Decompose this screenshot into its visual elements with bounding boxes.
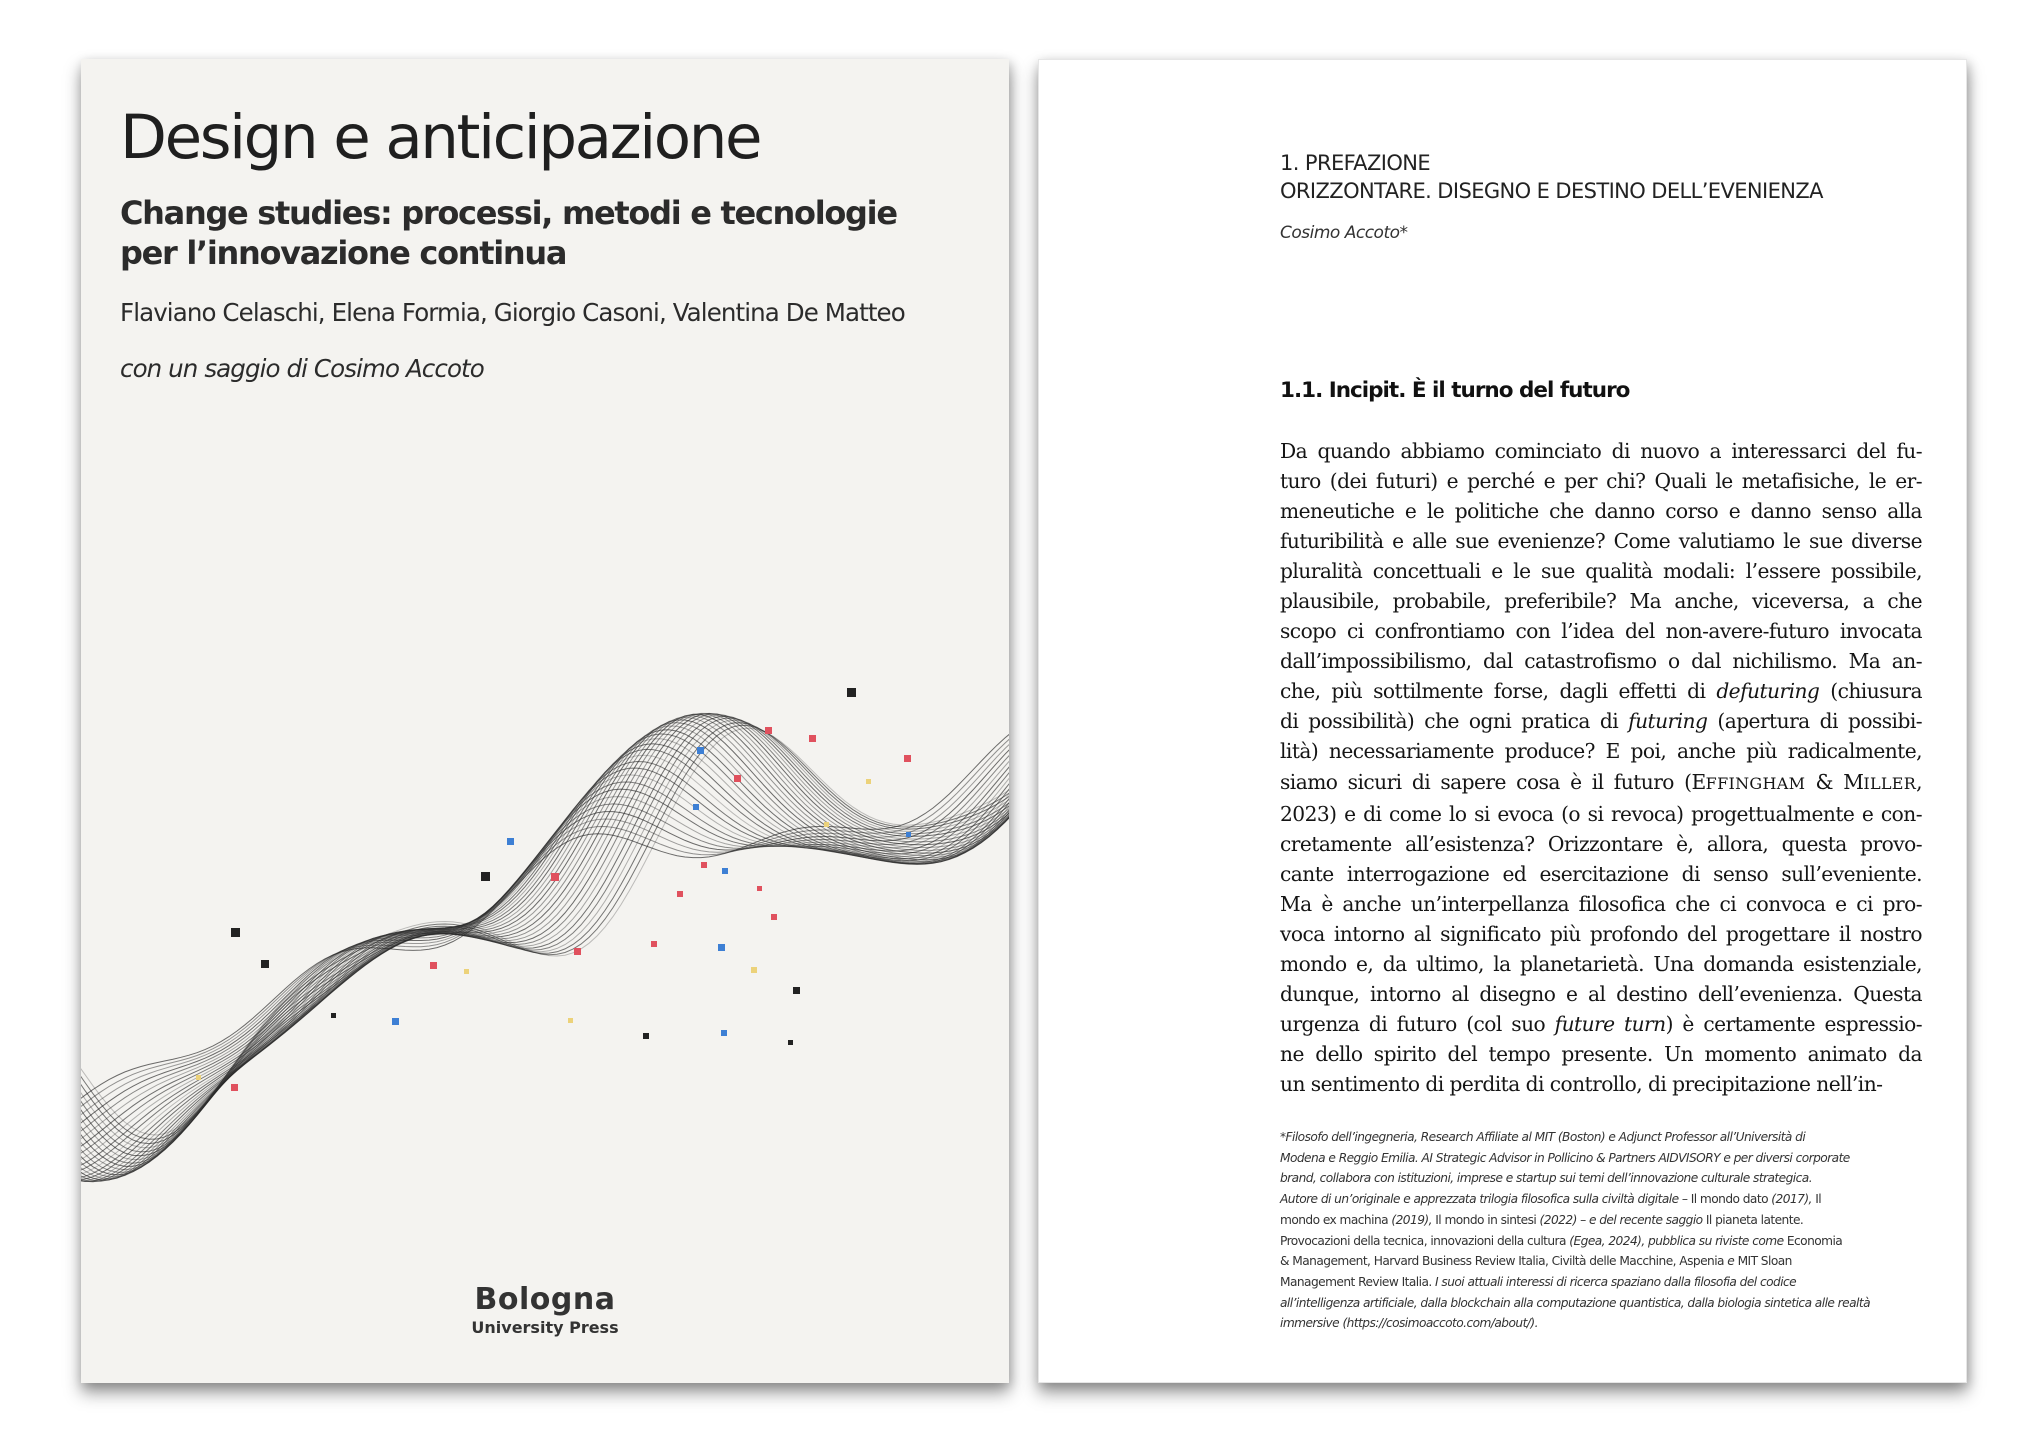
body-text — [1280, 436, 1922, 1099]
footnote-text: Il mondo dato — [1690, 1192, 1768, 1207]
body-text: plausibile, probabile, preferibile? Ma anche, viceversa, a che — [1280, 589, 1922, 614]
footnote-text: (2017), — [1767, 1192, 1816, 1207]
footnote-line — [1280, 1210, 1935, 1231]
confetti-square — [568, 1018, 573, 1023]
wave-line — [81, 730, 1009, 1182]
cover-subtitle — [120, 193, 897, 273]
confetti-square — [722, 868, 728, 874]
footnote-text: Il mondo in sintesi — [1435, 1212, 1537, 1227]
body-line — [1280, 526, 1922, 556]
cover-subtitle-line-1: Change studies: processi, metodi e tecnologie — [120, 194, 897, 232]
body-line — [1280, 736, 1922, 766]
body-text: 2023) e di come lo si evoca (o si revoca) progettualmente e con- — [1280, 801, 1922, 826]
confetti-square — [771, 914, 777, 920]
body-line — [1280, 1069, 1922, 1099]
body-line — [1280, 706, 1922, 736]
body-text: lità) necessariamente produce? E poi, anche più radicalmente, — [1280, 739, 1922, 764]
footnote-line — [1280, 1127, 1935, 1148]
body-line — [1280, 859, 1922, 889]
body-line — [1280, 1039, 1922, 1069]
body-line — [1280, 949, 1922, 979]
confetti-square — [809, 735, 816, 742]
footnote-text: Provocazioni della tecnica, innovazioni della cultura — [1280, 1233, 1566, 1248]
wave-line — [81, 744, 1009, 1180]
body-text: cante interrogazione ed esercitazione di senso sull’eveniente. — [1280, 861, 1922, 886]
confetti-square — [551, 873, 559, 881]
cover-title: Design e anticipazione — [120, 102, 761, 173]
confetti-square — [765, 727, 772, 734]
confetti-square — [507, 838, 514, 845]
confetti-square — [392, 1018, 399, 1025]
confetti-square — [824, 822, 829, 827]
confetti-square — [847, 688, 856, 697]
body-line — [1280, 979, 1922, 1009]
body-text: di possibilità) che ogni pratica di — [1280, 709, 1629, 734]
confetti-square — [866, 779, 871, 784]
body-text: turo (dei futuri) e perché e per chi? Quali le metafisiche, le er- — [1280, 469, 1922, 494]
footnote-text: & Management, Harvard Business Review Italia, Civiltà delle Macchine, Aspenia — [1280, 1254, 1724, 1269]
body-line — [1280, 646, 1922, 676]
book-inner-page — [1038, 59, 1967, 1383]
body-text: meneutiche e le politiche che danno corso e danno senso alla — [1280, 499, 1922, 524]
footnote-line — [1280, 1313, 1935, 1334]
footnote-text: brand, collabora con istituzioni, imprese e startup sui temi dell’innovazione culturale strategica. — [1280, 1171, 1813, 1186]
confetti-square — [793, 987, 800, 994]
section-title: 1.1. Incipit. È il turno del futuro — [1280, 378, 1630, 403]
body-text: future turn — [1554, 1011, 1666, 1036]
footnote-line — [1280, 1272, 1935, 1293]
footnote-text: Modena e Reggio Emilia. AI Strategic Advisor in Pollicino & Partners AIDVISORY e per diversi corporate — [1280, 1150, 1850, 1165]
confetti-square — [906, 832, 911, 837]
confetti-square — [574, 948, 581, 955]
confetti-square — [651, 941, 657, 947]
wave-line — [81, 734, 1009, 1182]
footnote-line — [1280, 1189, 1935, 1210]
confetti-square — [261, 960, 269, 968]
chapter-heading-line-2: ORIZZONTARE. DISEGNO E DESTINO DELL’EVENIENZA — [1280, 179, 1823, 203]
body-text: un sentimento di perdita di controllo, di precipitazione nell’in- — [1280, 1071, 1883, 1096]
footnote-line — [1280, 1231, 1935, 1252]
body-line — [1280, 889, 1922, 919]
footnote-text: (Egea, 2024), pubblica su riviste come — [1565, 1233, 1787, 1248]
footnote-text: MIT Sloan — [1737, 1254, 1792, 1269]
footnote-text: (2019), — [1388, 1212, 1436, 1227]
confetti-square — [904, 755, 911, 762]
footnote-text: I suoi attuali interessi di ricerca spaziano dalla filosofia del codice — [1431, 1274, 1797, 1289]
wave-line — [81, 726, 1009, 1182]
confetti-square — [757, 886, 762, 891]
cover-authors: Flaviano Celaschi, Elena Formia, Giorgio Casoni, Valentina De Matteo — [120, 298, 905, 327]
wave-line — [81, 739, 1009, 1181]
body-text: ) è certamente espressio- — [1665, 1011, 1922, 1036]
wave-line — [81, 728, 1009, 1131]
body-text: & M — [1805, 769, 1864, 794]
body-text: urgenza di futuro (col suo — [1280, 1011, 1555, 1036]
footnote-line — [1280, 1293, 1935, 1314]
wave-line — [81, 755, 1009, 1177]
publisher-name: Bologna — [474, 1282, 616, 1317]
confetti-square — [751, 967, 757, 973]
body-text: FFINGHAM — [1705, 773, 1806, 793]
confetti-square — [196, 1075, 201, 1080]
footnote-line — [1280, 1251, 1935, 1272]
cover-subtitle-line-2: per l’innovazione continua — [120, 234, 567, 272]
body-text: mondo e, da ultimo, la planetarietà. Una domanda esistenziale, — [1280, 951, 1922, 976]
body-text: siamo sicuri di sapere cosa è il futuro (E — [1280, 769, 1706, 794]
footnote-text: Il — [1815, 1192, 1822, 1207]
body-text: dall’impossibilismo, dal catastrofismo o dal nichilismo. Ma an- — [1280, 649, 1922, 674]
body-line — [1280, 436, 1922, 466]
confetti-square — [643, 1033, 649, 1039]
body-text: futuring — [1628, 709, 1708, 734]
chapter-heading — [1280, 149, 1823, 205]
body-line — [1280, 466, 1922, 496]
confetti-square — [430, 962, 437, 969]
confetti-square — [721, 1030, 727, 1036]
body-line — [1280, 496, 1922, 526]
wave-line — [81, 720, 1009, 1180]
confetti-square — [481, 872, 490, 881]
confetti-square — [718, 944, 725, 951]
body-text: Ma è anche un’interpellanza filosofica che ci convoca e ci pro- — [1280, 891, 1922, 916]
body-line — [1280, 676, 1922, 706]
footnote-text: mondo ex machina — [1280, 1212, 1389, 1227]
confetti-square — [734, 775, 741, 782]
footnote-text: Economia — [1786, 1233, 1843, 1248]
wave-line — [81, 740, 1009, 1152]
wave-line — [81, 723, 1009, 1181]
body-line — [1280, 616, 1922, 646]
body-text: scopo ci confrontiamo con l’idea del non-avere-futuro invocata — [1280, 619, 1922, 644]
wave-line — [81, 716, 1009, 1177]
body-text: ne dello spirito del tempo presente. Un momento animato da — [1280, 1041, 1922, 1066]
wave-line — [81, 762, 1009, 1176]
body-text: defuturing — [1716, 679, 1820, 704]
body-line — [1280, 586, 1922, 616]
confetti-square — [231, 928, 240, 937]
body-text: che, più sottilmente forse, dagli effetti di — [1280, 679, 1717, 704]
footnote-line — [1280, 1168, 1935, 1189]
footnote-text: all’intelligenza artificiale, dalla blockchain alla computazione quantistica, dalla biologia sintetica alle realtà — [1280, 1295, 1870, 1310]
body-line — [1280, 556, 1922, 586]
body-line — [1280, 829, 1922, 859]
body-text: , — [1916, 769, 1922, 794]
footnote-text: immersive (https://cosimoaccoto.com/about/). — [1280, 1316, 1538, 1331]
confetti-square — [231, 1084, 238, 1091]
footnote-text: *Filosofo dell’ingegneria, Research Affiliate al MIT (Boston) e Adjunct Professor all’Università di — [1280, 1130, 1806, 1144]
footnote — [1280, 1127, 1935, 1334]
footnote-text: Management Review Italia. — [1280, 1274, 1432, 1289]
body-line — [1280, 1009, 1922, 1039]
cover-essay-note: con un saggio di Cosimo Accoto — [120, 354, 484, 383]
footnote-line — [1280, 1148, 1935, 1169]
body-text: cretamente all’esistenza? Orizzontare è, allora, questa provo- — [1280, 831, 1922, 856]
confetti-square — [331, 1013, 336, 1018]
confetti-square — [464, 969, 469, 974]
body-text: ILLER — [1863, 773, 1917, 793]
footnote-text: e — [1723, 1254, 1738, 1269]
body-text: futuribilità e alle sue evenienze? Come valutiamo le sue diverse — [1280, 529, 1922, 554]
chapter-author: Cosimo Accoto* — [1280, 223, 1408, 243]
wave-line — [81, 749, 1009, 1178]
confetti-square — [693, 804, 699, 810]
book-cover — [81, 59, 1009, 1383]
confetti-square — [701, 862, 707, 868]
body-text: voca intorno al significato più profondo del progettare il nostro — [1280, 921, 1922, 946]
chapter-heading-line-1: 1. PREFAZIONE — [1280, 151, 1431, 175]
body-line — [1280, 919, 1922, 949]
body-text: Da quando abbiamo cominciato di nuovo a interessarci del fu- — [1280, 439, 1922, 463]
publisher-subname: University Press — [471, 1318, 619, 1337]
footnote-text: Autore di un’originale e apprezzata trilogia filosofica sulla civiltà digitale – — [1280, 1192, 1691, 1207]
body-text: pluralità concettuali e le sue qualità modali: l’essere possibile, — [1280, 559, 1922, 584]
publisher-logo — [81, 1282, 1009, 1338]
body-line — [1280, 799, 1922, 829]
body-text: dunque, intorno al disegno e al destino dell’evenienza. Questa — [1280, 981, 1922, 1006]
body-text: (apertura di possibi- — [1707, 709, 1922, 734]
footnote-text: (2022) – e del recente saggio — [1536, 1212, 1706, 1227]
confetti-square — [697, 747, 704, 754]
body-line — [1280, 767, 1922, 799]
confetti-square — [788, 1040, 793, 1045]
wave-line — [81, 750, 1009, 1164]
body-text: (chiusura — [1819, 679, 1923, 704]
wave-illustration — [81, 459, 1009, 1259]
footnote-text: Il pianeta latente. — [1705, 1212, 1804, 1227]
confetti-square — [677, 891, 683, 897]
